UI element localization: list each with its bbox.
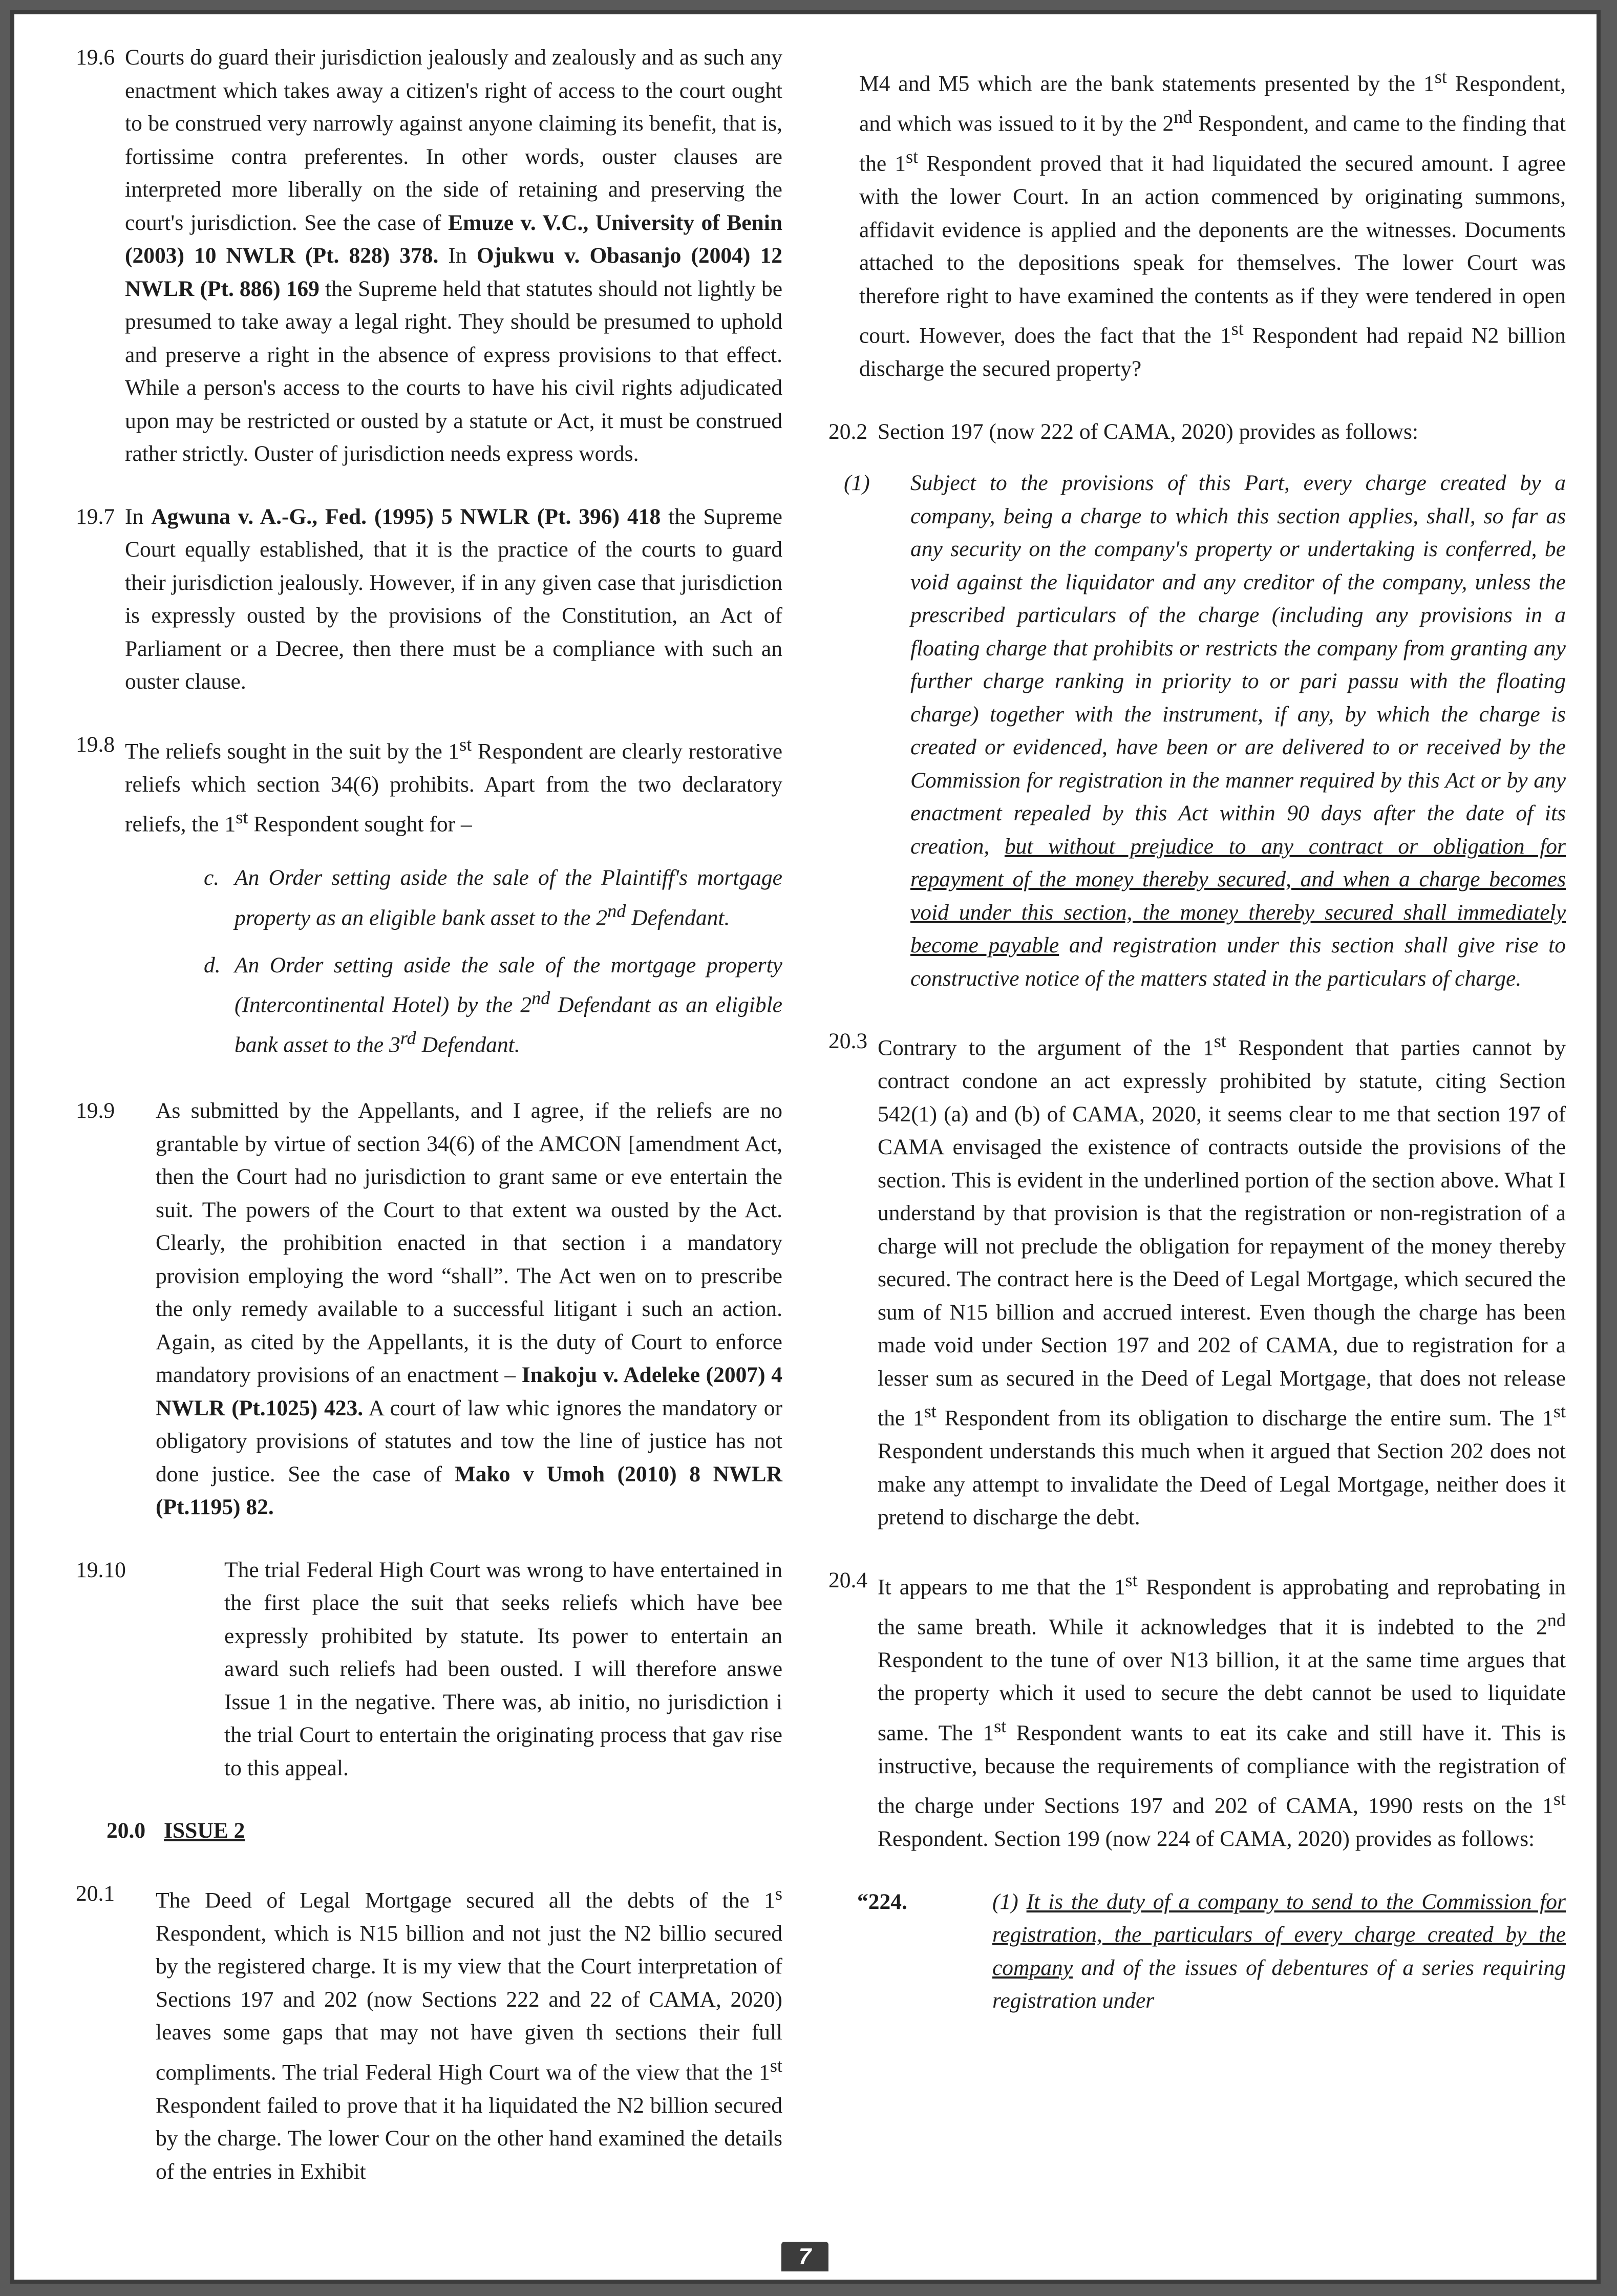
superscript: st bbox=[994, 1715, 1007, 1736]
underlined-text: It is the duty of a company to send to the Commission for registration, the particulars of every charge created by the company bbox=[992, 1889, 1566, 1980]
heading-title: ISSUE 2 bbox=[164, 1818, 245, 1843]
superscript: st bbox=[1553, 1789, 1566, 1809]
case-citation: Mako v Umoh (2010) 8 NWLR (Pt.1195) 82. bbox=[156, 1461, 782, 1519]
case-citation: Ojukwu v. Obasanjo (2004) 12 NWLR (Pt. 886) 169 bbox=[125, 243, 782, 301]
heading-number: 20.0 bbox=[107, 1818, 146, 1843]
case-citation: Inakoju v. Adeleke (2007) 4 NWLR (Pt.1025) 423. bbox=[156, 1363, 782, 1420]
text: Respondent, and which was issued to it by the 2 bbox=[859, 71, 1566, 136]
case-citation: Emuze v. V.C., University of Benin (2003) 10 NWLR (Pt. 828) 378. bbox=[125, 210, 782, 268]
page-frame bbox=[10, 10, 1601, 2284]
paragraph-20-1-continued bbox=[828, 60, 1566, 386]
paragraph-number: 19.9 bbox=[76, 1098, 115, 1123]
text: A court of law whic ignores the mandatory or obligatory provisions of statutes and tow the line of justice has not done justice. See the case of bbox=[156, 1395, 783, 1486]
paragraph-19-6 bbox=[76, 41, 782, 471]
text: and registration under this section shall give rise to constructive notice of the matters stated in the particulars of charge. bbox=[910, 933, 1566, 991]
text: Courts do guard their jurisdiction jealously and zealously and as such any enactment which takes away a citizen's right of access to the court ought to be construed very narrowly against anyone claiming its benefit, that is, fortissime contra preferentes. In other words, ouster clauses are interpreted more liberally on the side of retaining and preserving the court's jurisdiction. See the case of bbox=[125, 45, 782, 235]
section-224-quote bbox=[828, 1885, 1566, 2017]
subsection-marker: (1) bbox=[844, 471, 870, 495]
paragraph-19-7 bbox=[76, 500, 782, 698]
superscript: st bbox=[1214, 1031, 1226, 1051]
paragraph-number: 19.7 bbox=[76, 504, 115, 529]
paragraph-number: 20.1 bbox=[76, 1881, 115, 1906]
text: Subject to the provisions of this Part, every charge created by a company, being a charge to which this section applies, shall, so far as any security on the company's property or undertaking is conferred, be void against the liquidator and any creditor of the company, unless the prescribed particulars of the charge (including any provisions in a floating charge that prohibits or restricts the company from granting any further charge ranking in priority to or pari passu with the floating charge) together with the instrument, if any, by which the charge is created or evidenced, have been or are delivered to or received by the Commission for registration in the manner required by this Act or by any enactment repealed by this Act within 90 days after the date of its creation, bbox=[910, 471, 1566, 859]
left-column bbox=[76, 41, 782, 2218]
text: It appears to me that the 1 bbox=[878, 1575, 1125, 1599]
text: Section 197 (now 222 of CAMA, 2020) provides as follows: bbox=[878, 419, 1419, 444]
superscript: st bbox=[1434, 67, 1447, 87]
subsection-marker: (1) bbox=[992, 1889, 1018, 1914]
text: Respondent from its obligation to discharge the entire sum. The 1 bbox=[936, 1406, 1554, 1431]
superscript: nd bbox=[607, 900, 626, 921]
text: Respondent proved that it had liquidated the secured amount. I agree with the lower Court. In an action commenced by originating summons, affidavit evidence is applied and the deponents are the witnesses. Documents attached to the depositions speak for themselves. The lower Court was therefore right to have examined the contents as if they were tendered in open court. However, does the fact that the 1 bbox=[859, 151, 1566, 348]
page-number-badge: 7 bbox=[781, 2242, 828, 2271]
paragraph-20-4 bbox=[828, 1564, 1566, 1856]
text: Respondent, which is N15 billion and not just the N2 billio secured by the registered charge. It is my view that the Court interpretation of Sections 197 and 202 (now Sections 222 and 22 of CAMA, 2020) leaves some gaps that may not have given th sections their full compliments. The trial Federal High Court wa of the view that the 1 bbox=[156, 1921, 782, 2085]
text: Respondent. Section 199 (now 224 of CAMA, 2020) provides as follows: bbox=[878, 1826, 1535, 1851]
text: An Order setting aside the sale of the Plaintiff's mortgage property as an eligible bank asset to the 2 bbox=[235, 865, 782, 930]
superscript: nd bbox=[1547, 1609, 1566, 1630]
text: M4 and M5 which are the bank statements presented by the 1 bbox=[859, 71, 1435, 96]
superscript: st bbox=[770, 2055, 782, 2076]
paragraph-20-1 bbox=[76, 1877, 782, 2188]
text: Respondent, and came to the finding that the 1 bbox=[859, 111, 1566, 176]
underlined-text: but without prejudice to any contract or obligation for repayment of the money thereby secured, and when a charge becomes void under this section, the money thereby secured shall immediately become payable bbox=[910, 834, 1566, 958]
text: Contrary to the argument of the 1 bbox=[878, 1035, 1214, 1060]
paragraph-number: 20.3 bbox=[828, 1029, 868, 1053]
text: The trial Federal High Court was wrong to have entertained in the first place the suit that seeks reliefs which have bee expressly prohibited by statute. Its power to entertain an award such reliefs had been ousted. I will therefore answe Issue 1 in the negative. There was, ab initio, no jurisdiction i the trial Court to entertain the originating process that gav rise to this appeal. bbox=[224, 1557, 782, 1780]
text: Respondent understands this much when it argued that Section 202 does not make any attempt to invalidate the Deed of Legal Mortgage, neither does it pretend to discharge the debt. bbox=[878, 1439, 1566, 1529]
text: The reliefs sought in the suit by the 1 bbox=[125, 739, 460, 763]
paragraph-19-8 bbox=[76, 728, 782, 841]
superscript: s bbox=[775, 1883, 782, 1904]
text: the Supreme Court equally established, that it is the practice of the courts to guard their jurisdiction jealously. However, if in any given case that jurisdiction is expressly ousted by the provisions of the Constitution, an Act of Parliament or a Decree, then there must be a compliance with such an ouster clause. bbox=[125, 504, 782, 694]
superscript: st bbox=[236, 807, 248, 827]
paragraph-19-10 bbox=[76, 1554, 782, 1785]
text: An Order setting aside the sale of the mortgage property (Intercontinental Hotel) by the 2 bbox=[235, 952, 782, 1017]
paragraph-19-9 bbox=[76, 1094, 782, 1524]
paragraph-20-2 bbox=[828, 415, 1566, 449]
text: In bbox=[438, 243, 477, 268]
paragraph-number: 20.4 bbox=[828, 1567, 868, 1592]
text: Respondent is approbating and reprobating in the same breath. While it acknowledges that it is indebted to the 2 bbox=[878, 1575, 1566, 1639]
superscript: nd bbox=[1174, 107, 1193, 127]
text: In bbox=[125, 504, 152, 529]
text: Defendant. bbox=[416, 1032, 520, 1057]
text: Defendant as an eligible bank asset to the 3 bbox=[235, 992, 782, 1057]
superscript: st bbox=[924, 1401, 937, 1421]
text: Respondent sought for – bbox=[248, 812, 472, 837]
text: Respondent failed to prove that it ha liquidated the N2 billion secured by the charge. The lower Cour on the other hand examined the details of the entries in Exhibit bbox=[156, 2093, 782, 2184]
text: the Supreme held that statutes should not lightly be presumed to take away a legal right. They should be presumed to uphold and preserve a right in the absence of express provisions to that effect. While a person's access to the courts to have his civil rights adjudicated upon may be restricted or ousted by a statute or Act, it must be construed rather strictly. Ouster of jurisdiction needs express words. bbox=[125, 276, 782, 466]
issue-heading bbox=[76, 1814, 782, 1847]
relief-item-d bbox=[76, 949, 782, 1062]
section-197-quote bbox=[828, 466, 1566, 995]
superscript: nd bbox=[531, 988, 550, 1008]
superscript: st bbox=[905, 146, 919, 167]
paragraph-number: 19.8 bbox=[76, 732, 115, 757]
relief-item-c bbox=[76, 861, 782, 934]
text: Defendant. bbox=[626, 905, 730, 930]
paragraph-number: 20.2 bbox=[828, 419, 868, 444]
right-column bbox=[828, 60, 1566, 2017]
text: The Deed of Legal Mortgage secured all the debts of the 1 bbox=[156, 1888, 775, 1912]
superscript: rd bbox=[400, 1028, 416, 1048]
paragraph-number: 19.6 bbox=[76, 45, 115, 70]
text: Respondent are clearly restorative reliefs which section 34(6) prohibits. Apart from the two declaratory reliefs, the 1 bbox=[125, 739, 782, 837]
text: and of the issues of debentures of a series requiring registration under bbox=[992, 1955, 1566, 2013]
superscript: st bbox=[1231, 318, 1244, 339]
text: Respondent had repaid N2 billion discharge the secured property? bbox=[859, 323, 1566, 381]
text: Respondent wants to eat its cake and still have it. This is instructive, because the requirements of compliance with the registration of the charge under Sections 197 and 202 of CAMA, 1990 rests on the 1 bbox=[878, 1720, 1566, 1818]
paragraph-number: 19.10 bbox=[76, 1557, 126, 1582]
superscript: st bbox=[1125, 1569, 1138, 1590]
text: Respondent to the tune of over N13 billion, it at the same time argues that the property which it used to secure the debt cannot be used to liquidate same. The 1 bbox=[878, 1647, 1566, 1745]
superscript: st bbox=[459, 734, 472, 755]
text: Respondent that parties cannot by contract condone an act expressly prohibited by statute, citing Section 542(1) (a) and (b) of CAMA, 2020, it seems clear to me that section 197 of CAMA envisaged the existence of contracts outside the provisions of the section. This is evident in the underlined portion of the section above. What I understand by that provision is that the registration or non-registration of a charge will not preclude the obligation for repayment of the money thereby secured. The contract here is the Deed of Legal Mortgage, which secured the sum of N15 billion and accrued interest. Even though the charge has been made void under Section 197 and 202 of CAMA, due to registration for a lesser sum as secured in the Deed of Legal Mortgage, that does not release the 1 bbox=[878, 1035, 1566, 1431]
text: As submitted by the Appellants, and I agree, if the reliefs are no grantable by virtue of section 34(6) of the AMCON [amendment Act, then the Court had no jurisdiction to grant same or eve entertain the suit. The powers of the Court to that extent wa ousted by the Act. Clearly, the prohibition enacted in that section i a mandatory provision employing the word “shall”. The Act wen on to prescribe the only remedy available to a successful litigant i such an action. Again, as cited by the Appellants, it is the duty of Court to enforce mandatory provisions of an enactment – bbox=[156, 1098, 782, 1387]
paragraph-20-3 bbox=[828, 1025, 1566, 1534]
list-marker: d. bbox=[204, 952, 221, 977]
case-citation: Agwuna v. A.-G., Fed. (1995) 5 NWLR (Pt. 396) 418 bbox=[151, 504, 661, 529]
list-marker: c. bbox=[204, 865, 220, 890]
superscript: st bbox=[1553, 1401, 1566, 1421]
section-label: “224. bbox=[857, 1889, 907, 1914]
